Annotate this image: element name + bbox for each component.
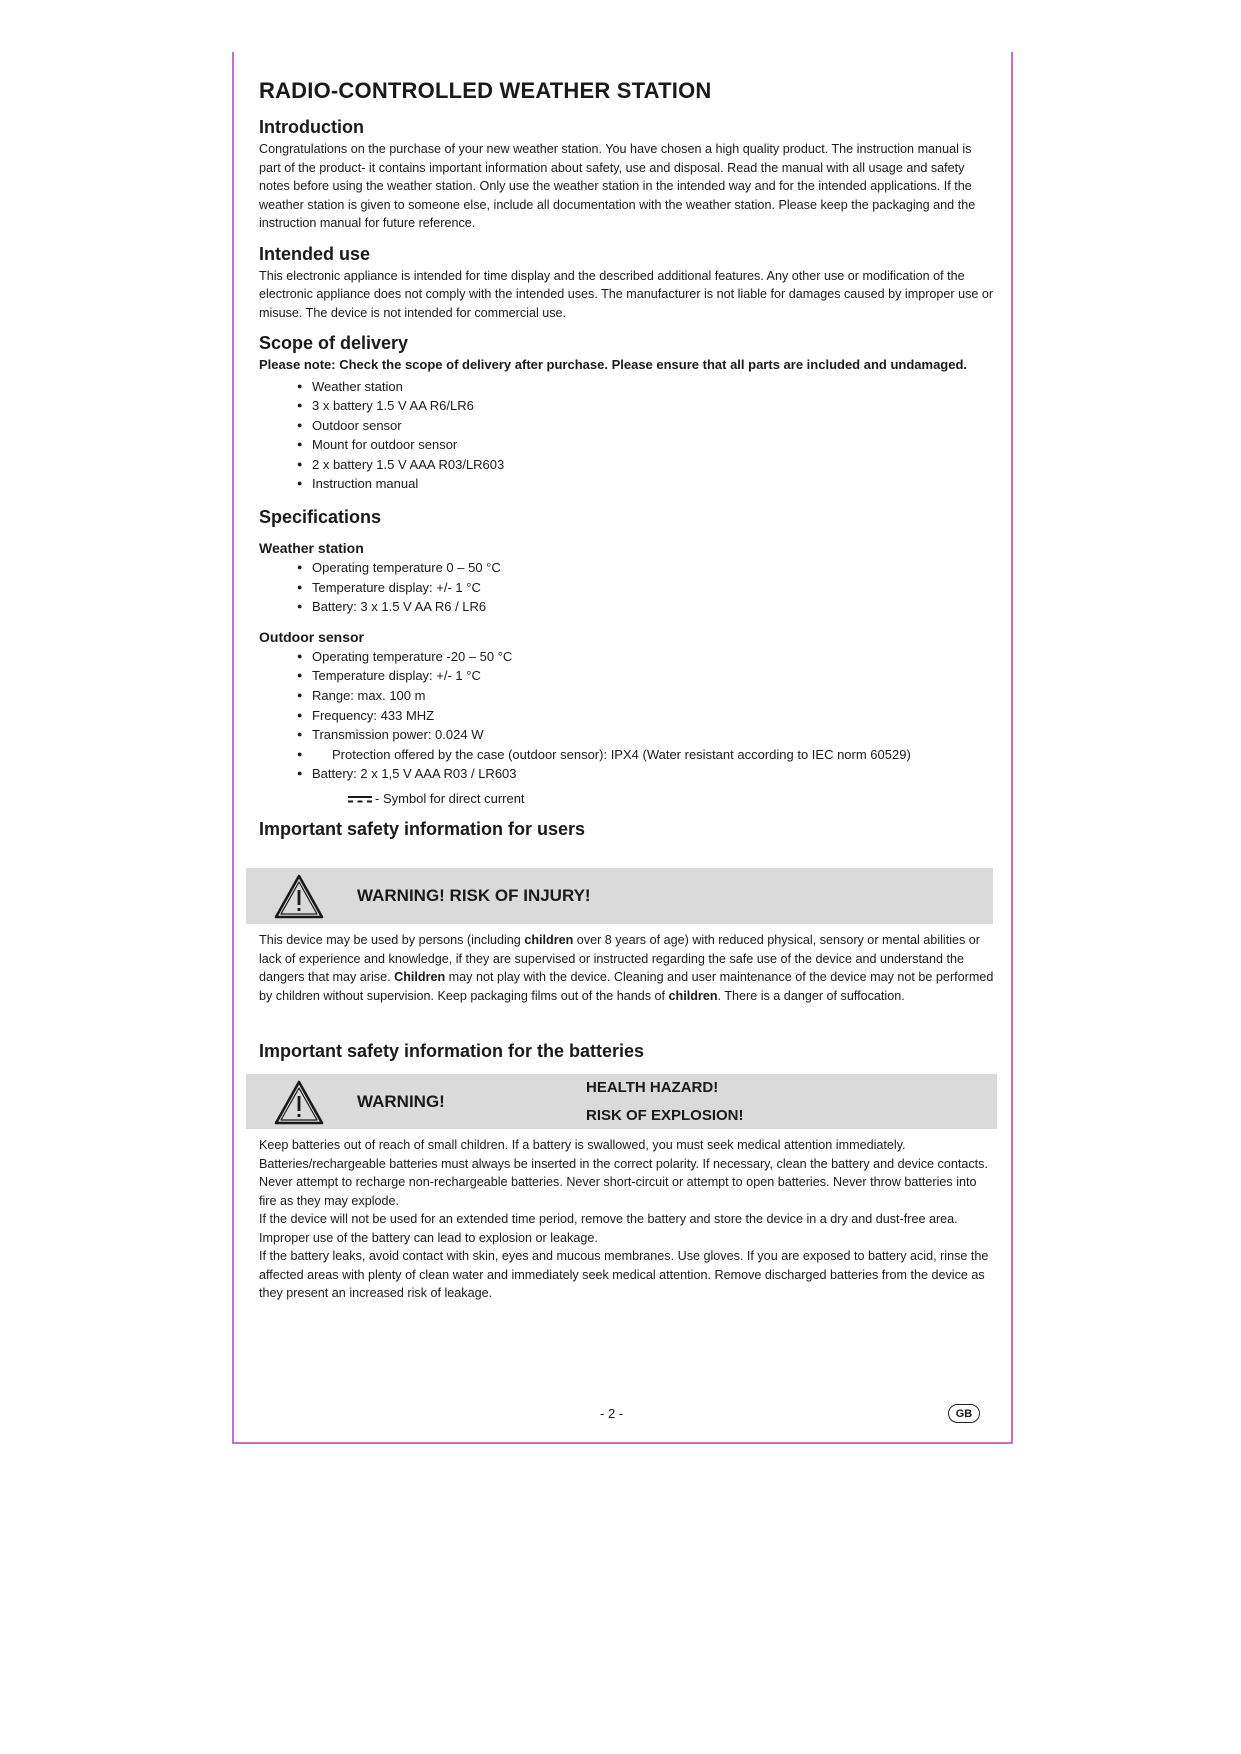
injury-warning-title: WARNING! RISK OF INJURY! [357, 886, 591, 905]
list-item: ● Transmission power: 0.024 W [312, 725, 995, 745]
scope-heading: Scope of delivery [259, 333, 409, 353]
weather-station-heading: Weather station [259, 540, 364, 557]
battery-warning-title: WARNING! [357, 1091, 445, 1111]
list-item: ● Temperature display: +/- 1 °C [312, 666, 995, 686]
document-title: RADIO-CONTROLLED WEATHER STATION [259, 78, 712, 103]
direct-current-icon [347, 794, 373, 804]
hazard-list [586, 1074, 744, 1130]
text-run: This device may be used by persons (including [259, 933, 525, 947]
dc-symbol-text: - Symbol for direct current [375, 791, 525, 806]
list-item: ● Weather station [312, 377, 995, 397]
battery-warning-bar [246, 1074, 997, 1129]
list-item: ● Protection offered by the case (outdoor sensor): IPX4 (Water resistant according to IEC norm 60529) [312, 745, 995, 765]
document-body [259, 74, 995, 842]
intended-use-heading: Intended use [259, 243, 371, 264]
list-item: ● Temperature display: +/- 1 °C [312, 578, 995, 598]
text-emphasis: children [524, 933, 574, 947]
list-item: ● Battery: 3 x 1.5 V AA R6 / LR6 [312, 597, 995, 617]
battery-paragraph: If the device will not be used for an extended time period, remove the battery and store the device in a dry and dust-free area. Improper use of the battery can lead to explosion or leakage. [259, 1212, 958, 1245]
battery-paragraph: If the battery leaks, avoid contact with skin, eyes and mucous membranes. Use gloves. If you are exposed to battery acid, rinse the affected areas with plenty of clean water and immediately seek medical attention. Remove discharged batteries from the device as they present an increased risk of leakage. [259, 1249, 989, 1300]
list-item: ● 3 x battery 1.5 V AA R6/LR6 [312, 396, 995, 416]
outdoor-sensor-specs [259, 647, 995, 784]
weather-station-specs [259, 558, 995, 617]
text-run: may not play with the device. Cleaning and user maintenance of the device may not be performed by children without supervision. Keep packaging films out of the hands of [259, 970, 994, 1003]
language-badge: GB [948, 1404, 980, 1423]
text-run: over 8 years of age) with reduced physical, sensory or mental abilities or lack of experience and knowledge, if they are supervised or instructed regarding the safe use of the device and understand the dangers that may arise. [259, 933, 981, 984]
warning-triangle-icon [273, 1078, 325, 1126]
list-item: ● Instruction manual [312, 474, 995, 494]
safety-batteries-text [259, 1136, 997, 1303]
health-hazard-label: HEALTH HAZARD! [586, 1079, 719, 1096]
outdoor-sensor-heading: Outdoor sensor [259, 628, 365, 645]
injury-warning-bar [246, 868, 993, 924]
text-run: . There is a danger of suffocation. [717, 988, 905, 1003]
explosion-risk-label: RISK OF EXPLOSION! [586, 1107, 744, 1124]
list-item: ● Range: max. 100 m [312, 686, 995, 706]
list-item: ● Mount for outdoor sensor [312, 435, 995, 455]
safety-users-heading: Important safety information for users [259, 819, 586, 839]
battery-paragraph: Keep batteries out of reach of small children. If a battery is swallowed, you must seek medical attention immediately. Batteries/rechargeable batteries must always be inserted in the correct polarity. If necessary, clean the battery and device contacts. Never attempt to recharge non-rechargeable batteries. Never short-circuit or attempt to open batteries. Never throw batteries into fire as they may explode. [259, 1138, 988, 1208]
list-item: ● Outdoor sensor [312, 416, 995, 436]
list-item: ● Frequency: 433 MHZ [312, 706, 995, 726]
intended-use-text: This electronic appliance is intended for time display and the described additional features. Any other use or modification of the electronic appliance does not comply with the intended uses. The manufacturer is not liable for damages caused by improper use or misuse. The device is not intended for commercial use. [259, 268, 994, 320]
safety-batteries-heading: Important safety information for the batteries [259, 1041, 645, 1061]
specifications-heading: Specifications [259, 507, 382, 528]
list-item: ● Operating temperature 0 – 50 °C [312, 558, 995, 578]
text-emphasis: Children [394, 970, 446, 984]
text-emphasis: children [668, 988, 718, 1003]
safety-users-text [259, 931, 995, 1005]
list-item: ● Operating temperature -20 – 50 °C [312, 647, 995, 667]
dc-symbol-line [347, 790, 995, 808]
scope-note: Please note: Check the scope of delivery after purchase. Please ensure that all parts are included and undamaged. [259, 357, 968, 372]
list-item: ● Battery: 2 x 1,5 V AAA R03 / LR603 [312, 764, 995, 784]
scope-list [259, 377, 995, 495]
warning-triangle-icon [273, 872, 325, 920]
introduction-heading: Introduction [259, 117, 364, 137]
introduction-text: Congratulations on the purchase of your new weather station. You have chosen a high quality product. The instruction manual is part of the product- it contains important information about safety, use and disposal. Read the manual with all usage and safety notes before using the weather station. Only use the weather station in the intended way and for the intended applications. If the weather station is given to someone else, include all documentation with the weather station. Please keep the packaging and the instruction manual for future reference. [259, 142, 976, 230]
list-item: ● 2 x battery 1.5 V AAA R03/LR603 [312, 455, 995, 475]
page-number: - 2 - [600, 1406, 624, 1421]
